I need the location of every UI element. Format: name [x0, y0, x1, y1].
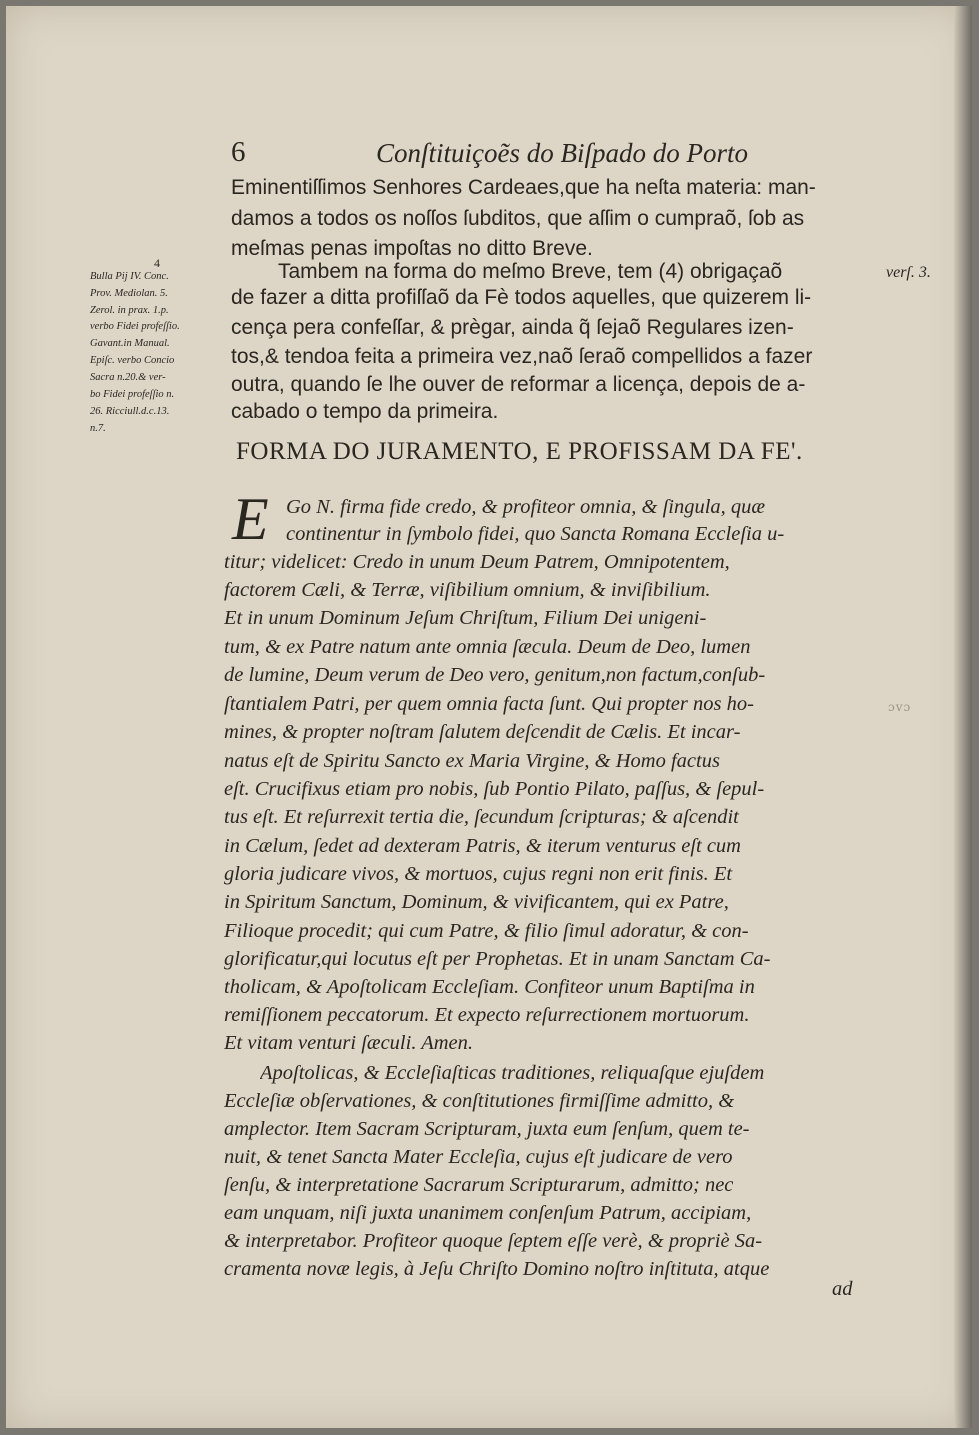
- latin-line: factorem Cæli, & Terræ, viſibilium omnium, & inviſibilium.: [224, 579, 711, 601]
- latin-line: in Spiritum Sanctum, Dominum, & vivificantem, qui ex Patre,: [224, 891, 729, 913]
- latin-line: & interpretabor. Profiteor quoque ſeptem eſſe verè, & propriè Sa-: [224, 1230, 763, 1252]
- latin-line: Go N. firma fide credo, & profiteor omnia, & ſingula, quæ: [286, 496, 766, 518]
- margin-note-line: n.7.: [90, 423, 106, 434]
- body-line: damos a todos os noſſos ſubditos, que aſſim o cumpraõ, ſob as: [231, 207, 805, 230]
- latin-line: remiſſionem peccatorum. Et expecto reſurrectionem mortuorum.: [224, 1004, 750, 1026]
- latin-line: natus eſt de Spiritu Sancto ex Maria Virgine, & Homo factus: [224, 750, 720, 772]
- margin-note-line: bo Fidei profeſſio n.: [90, 389, 175, 400]
- latin-line: eſt. Crucifixus etiam pro nobis, ſub Pontio Pilato, paſſus, & ſepul-: [224, 778, 765, 800]
- latin-line: de lumine, Deum verum de Deo vero, genitum,non factum,conſub-: [224, 664, 766, 686]
- margin-note-line: Epiſc. verbo Concio: [90, 355, 175, 366]
- catchword: ad: [832, 1278, 853, 1300]
- latin-line: tum, & ex Patre natum ante omnia ſæcula. Deum de Deo, lumen: [224, 636, 751, 658]
- next-page-edge: [954, 6, 972, 1428]
- margin-note-line: Prov. Mediolan. 5.: [90, 288, 168, 299]
- margin-note-line: 26. Ricciull.d.c.13.: [90, 406, 170, 417]
- body-line: cabado o tempo da primeira.: [231, 400, 499, 423]
- body-line: meſmas penas impoſtas no ditto Breve.: [231, 237, 593, 260]
- margin-note-line: Gavant.in Manual.: [90, 338, 170, 349]
- latin-line: Filioque procedit; qui cum Patre, & filio ſimul adoratur, & con-: [224, 920, 749, 942]
- latin-line: nuit, & tenet Sancta Mater Eccleſia, cujus eſt judicare de vero: [224, 1146, 733, 1168]
- latin-line: continentur in ſymbolo fidei, quo Sancta Romana Eccleſia u-: [286, 523, 785, 545]
- section-heading: FORMA DO JURAMENTO, E PROFISSAM DA FE'.: [236, 438, 803, 465]
- latin-line: tholicam, & Apoſtolicam Eccleſiam. Confiteor unum Baptiſma in: [224, 976, 755, 998]
- latin-line: Eccleſiæ obſervationes, & conſtitutiones firmiſſime admitto, &: [224, 1090, 735, 1112]
- page-header: [231, 136, 751, 170]
- latin-line: ſtantialem Patri, per quem omnia facta ſunt. Qui propter nos ho-: [224, 693, 754, 715]
- running-head: Conſtituiçoẽs do Biſpado do Porto: [376, 138, 748, 168]
- latin-line: gloria judicare vivos, & mortuos, cujus regni non erit finis. Et: [224, 863, 733, 885]
- page-number: 6: [231, 136, 246, 168]
- faint-bleedthrough-mark: ɔvɔ: [888, 700, 912, 714]
- body-line: de fazer a ditta profiſſaõ da Fè todos aquelles, que quizerem li-: [231, 286, 812, 309]
- latin-line: Apoſtolicas, & Eccleſiaſticas traditiones, reliquaſque ejuſdem: [260, 1062, 765, 1084]
- latin-line: eam unquam, niſi juxta unanimem conſenſum Patrum, accipiam,: [224, 1202, 752, 1224]
- margin-note-number: 4: [154, 256, 160, 270]
- latin-line: titur; videlicet: Credo in unum Deum Patrem, Omnipotentem,: [224, 551, 730, 573]
- body-line: Eminentiſſimos Senhores Cardeaes,que ha neſta materia: man-: [231, 176, 816, 199]
- margin-note-line: verbo Fidei profeſſio.: [90, 321, 180, 332]
- latin-line: cramenta novæ legis, à Jeſu Chriſto Domino noſtro inſtituta, atque: [224, 1258, 770, 1280]
- latin-line: glorificatur,qui locutus eſt per Prophetas. Et in unam Sanctam Ca-: [224, 948, 771, 970]
- book-page: [6, 6, 970, 1428]
- body-line: outra, quando ſe lhe ouver de reformar a licença, depois de a-: [231, 373, 806, 396]
- drop-cap-initial: E: [232, 486, 269, 552]
- body-line: cença pera confeſſar, & prègar, ainda q̃ ſejaõ Regulares izen-: [231, 316, 794, 339]
- latin-line: amplector. Item Sacram Scripturam, juxta eum ſenſum, quem te-: [224, 1118, 750, 1140]
- latin-line: in Cælum, ſedet ad dexteram Patris, & iterum venturus eſt cum: [224, 835, 741, 857]
- margin-note-line: Bulla Pij IV. Conc.: [90, 271, 169, 282]
- body-line: Tambem na forma do meſmo Breve, tem (4) obrigaçaõ: [278, 260, 783, 283]
- latin-line: mines, & propter noſtram ſalutem deſcendit de Cælis. Et incar-: [224, 721, 741, 743]
- body-line: tos,& tendoa feita a primeira vez,naõ ſeraõ compellidos a fazer: [231, 345, 813, 368]
- margin-note-line: Sacra n.20.& ver-: [90, 372, 166, 383]
- latin-line: tus eſt. Et reſurrexit tertia die, ſecundum ſcripturas; & aſcendit: [224, 806, 739, 828]
- latin-line: Et vitam venturi ſæculi. Amen.: [224, 1032, 473, 1054]
- margin-note-line: Zerol. in prax. 1.p.: [90, 305, 169, 316]
- latin-line: ſenſu, & interpretatione Sacrarum Scripturarum, admitto; nec: [224, 1174, 734, 1196]
- verse-reference: verſ. 3.: [886, 264, 931, 281]
- latin-line: Et in unum Dominum Jeſum Chriſtum, Filium Dei unigeni-: [224, 607, 707, 629]
